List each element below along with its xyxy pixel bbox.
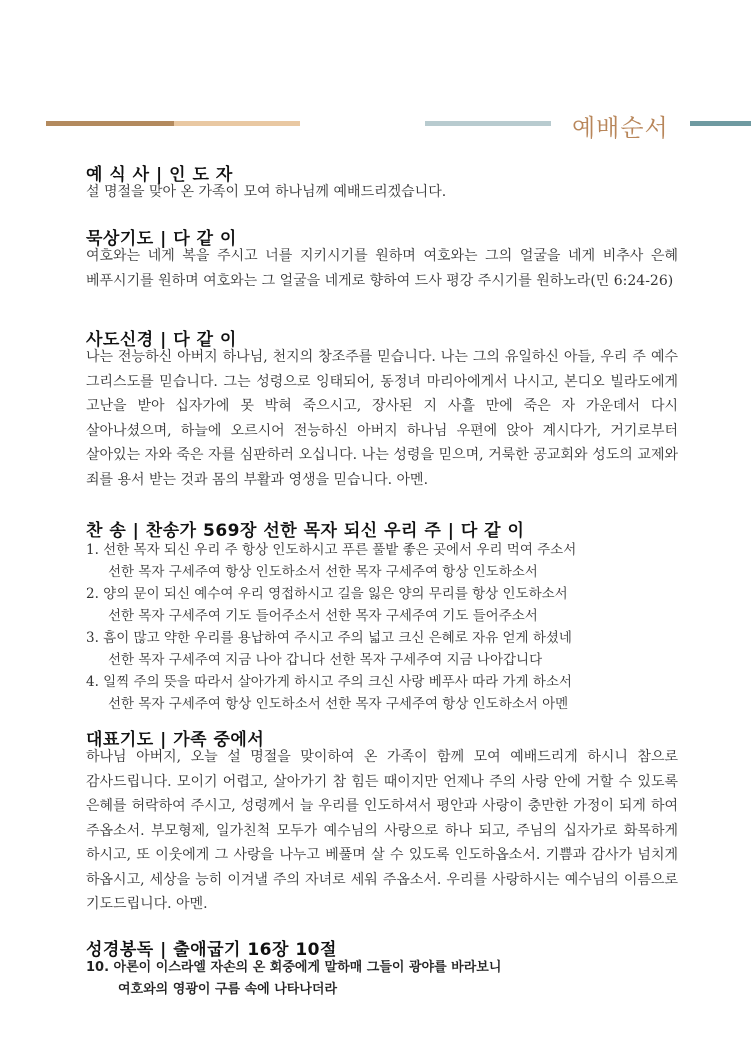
hymn-verse-refrain: 선한 목자 구세주여 기도 들어주소서 선한 목자 구세주여 기도 들어주소서 (108, 608, 538, 624)
opening-heading: 예 식 사 | 인 도 자 (86, 165, 233, 185)
hymn-heading: 찬 송 | 찬송가 569장 선한 목자 되신 우리 주 | 다 같 이 (86, 521, 525, 541)
creed-heading: 사도신경 | 다 같 이 (86, 330, 237, 350)
opening-text: 설 명절을 맞아 온 가족이 모여 하나님께 예배드리겠습니다. (86, 184, 447, 200)
header-line-grey-blue (425, 121, 551, 126)
hymn-verse-line: 4. 일찍 주의 뜻을 따라서 살아가게 하시고 주의 크신 사랑 베푸사 따라 가게 하소서 (86, 674, 572, 690)
hymn-verse-line: 1. 선한 목자 되신 우리 주 항상 인도하시고 푸른 풀밭 좋은 곳에서 우리 먹여 주소서 (86, 542, 577, 558)
hymn-verse-refrain: 선한 목자 구세주여 지금 나아 갑니다 선한 목자 구세주여 지금 나아갑니다 (108, 652, 543, 668)
scripture-verse-continuation: 여호와의 영광이 구름 속에 나타나더라 (118, 982, 338, 997)
hymn-verse (86, 627, 686, 671)
page-title: 예배순서 (572, 114, 669, 142)
creed-text: 나는 전능하신 아버지 하나님, 천지의 창조주를 믿습니다. 나는 그의 유일하신 아들, 우리 주 예수 그리스도를 믿습니다. 그는 성령으로 잉태되어, 동정녀 마리아에게서 나시고, 본디오 빌라도에게 고난을 받아 십자가에 못 박혀 죽으시고, 장사된 지 사흘 만에 죽은 자 가운데서 다시 살아나셨으며, 하늘에 오르시어 전능하신 아버지 하나님 우편에 앉아 계시다가, 거기로부터 살아있는 자와 죽은 자를 심판하러 오십니다. 나는 성령을 믿으며, 거룩한 공교회와 성도의 교제와 죄를 용서 받는 것과 몸의 부활과 영생을 믿습니다. 아멘. (86, 349, 678, 488)
hymn-verses (86, 539, 686, 715)
prayer-text: 하나님 아버지, 오늘 설 명절을 맞이하여 온 가족이 함께 모여 예배드리게 하시니 참으로 감사드립니다. 모이기 어렵고, 살아가기 참 힘든 때이지만 언제나 주의 사랑 안에 거할 수 있도록 은혜를 허락하여 주시고, 성령께서 늘 우리를 인도하셔서 평안과 사랑이 충만한 가정이 되게 하여 주옵소서. 부모형제, 일가친척 모두가 예수님의 사랑으로 하나 되고, 주님의 십자가로 화목하게 하시고, 또 이웃에게 그 사랑을 나누고 베풀며 살 수 있도록 인도하옵소서. 기쁨과 감사가 넘치게 하옵시고, 세상을 능히 이겨낼 주의 자녀로 세워 주옵소서. 우리를 사랑하시는 예수님의 이름으로 기도드립니다. 아멘. (86, 749, 678, 912)
hymn-verse (86, 671, 686, 715)
scripture-heading: 성경봉독 | 출애굽기 16장 10절 (86, 940, 337, 960)
hymn-verse (86, 583, 686, 627)
meditation-heading: 묵상기도 | 다 같 이 (86, 229, 237, 249)
header-line-brown (46, 121, 174, 126)
hymn-verse (86, 539, 686, 583)
hymn-verse-line: 3. 흠이 많고 약한 우리를 용납하여 주시고 주의 넓고 크신 은혜로 자유 얻게 하셨네 (86, 630, 572, 646)
prayer-heading: 대표기도 | 가족 중에서 (86, 730, 265, 750)
header-line-teal (690, 121, 751, 126)
meditation-text: 여호와는 네게 복을 주시고 너를 지키시기를 원하며 여호와는 그의 얼굴을 네게 비추사 은혜 베푸시기를 원하며 여호와는 그 얼굴을 네게로 향하여 드사 평강 주시기를 원하노라(민 6:24-26) (86, 248, 678, 289)
header-line-beige (174, 121, 300, 126)
hymn-verse-refrain: 선한 목자 구세주여 항상 인도하소서 선한 목자 구세주여 항상 인도하소서 아멘 (108, 696, 569, 712)
hymn-verse-refrain: 선한 목자 구세주여 항상 인도하소서 선한 목자 구세주여 항상 인도하소서 (108, 564, 538, 580)
hymn-verse-line: 2. 양의 문이 되신 예수여 우리 영접하시고 길을 잃은 양의 무리를 항상 인도하소서 (86, 586, 568, 602)
scripture-verse-line: 10. 아론이 이스라엘 자손의 온 회중에게 말하매 그들이 광야를 바라보니 (86, 960, 502, 975)
scripture-text (86, 957, 686, 1001)
